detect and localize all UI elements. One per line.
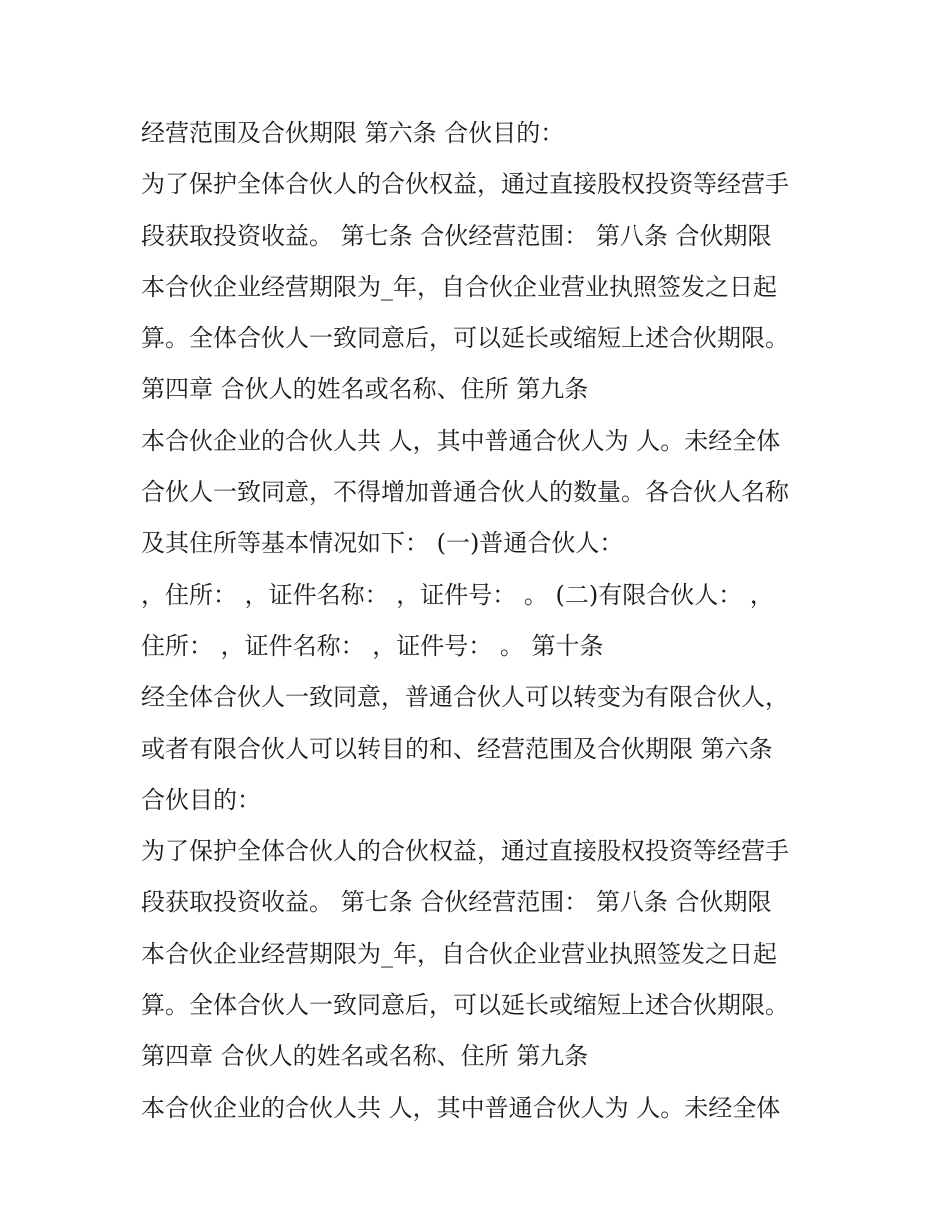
text-line: 本合伙企业的合伙人共 人，其中普通合伙人为 人。未经全体 [141,1093,781,1122]
text-line: ，住所： ，证件名称： ，证件号： 。 (二)有限合伙人： ， [141,580,774,609]
text-line: 段获取投资收益。 第七条 合伙经营范围： 第八条 合伙期限 [141,888,772,917]
text-line: 经营范围及合伙期限 第六条 合伙目的： [141,119,565,147]
text-line: 或者有限合伙人可以转目的和、经营范围及合伙期限 第六条 [141,734,773,763]
text-line: 本合伙企业经营期限为_年，自合伙企业营业执照签发之日起 [141,939,777,968]
text-line: 算。全体合伙人一致同意后，可以延长或缩短上述合伙期限。 [141,324,789,353]
text-line: 第四章 合伙人的姓名或名称、住所 第九条 [141,375,589,404]
text-line: 第四章 合伙人的姓名或名称、住所 第九条 [141,1042,589,1071]
text-line: 合伙人一致同意，不得增加普通合伙人的数量。各合伙人名称 [141,478,789,507]
text-line: 及其住所等基本情况如下： (一)普通合伙人： [141,529,624,558]
text-line: 合伙目的： [141,785,261,814]
document-body [141,108,821,1134]
text-line: 段获取投资收益。 第七条 合伙经营范围： 第八条 合伙期限 [141,221,772,250]
text-line: 本合伙企业的合伙人共 人，其中普通合伙人为 人。未经全体 [141,426,781,455]
text-line: 为了保护全体合伙人的合伙权益，通过直接股权投资等经营手 [141,837,789,866]
text-line: 本合伙企业经营期限为_年，自合伙企业营业执照签发之日起 [141,272,777,301]
text-line: 住所： ，证件名称： ，证件号： 。 第十条 [141,631,604,660]
text-line: 算。全体合伙人一致同意后，可以延长或缩短上述合伙期限。 [141,991,789,1020]
text-line: 为了保护全体合伙人的合伙权益，通过直接股权投资等经营手 [141,170,789,199]
text-line: 经全体合伙人一致同意，普通合伙人可以转变为有限合伙人， [141,683,789,712]
